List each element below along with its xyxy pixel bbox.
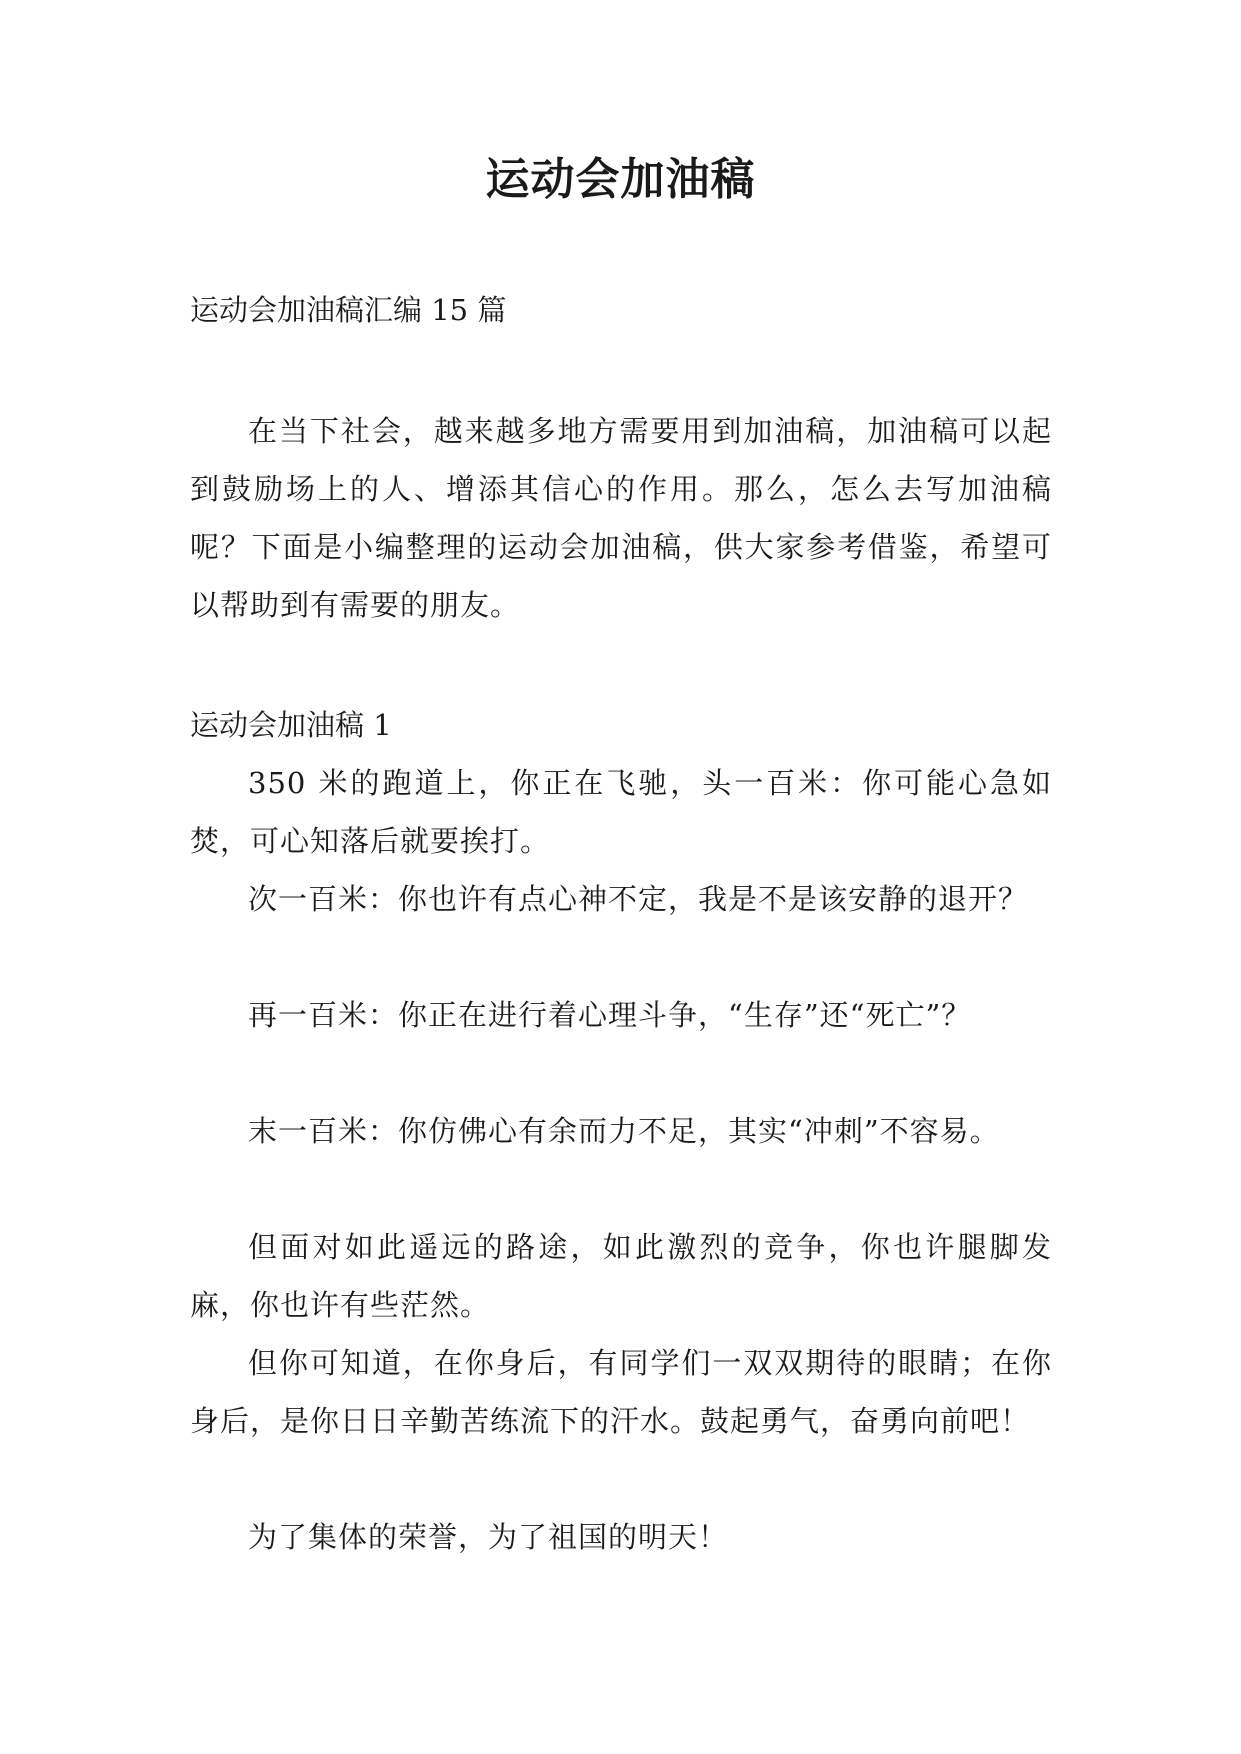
document-subtitle: 运动会加油稿汇编 15 篇	[190, 293, 507, 327]
document-title: 运动会加油稿	[485, 154, 756, 205]
body-paragraph: 次一百米：你也许有点心神不定，我是不是该安静的退开？	[248, 882, 1029, 916]
intro-paragraph: 在当下社会，越来越多地方需要用到加油稿，加油稿可以起到鼓励场上的人、增添其信心的作用。那么，怎么去写加油稿呢？下面是小编整理的运动会加油稿，供大家参考借鉴，希望可以帮助到有需要的朋友。	[190, 414, 1052, 622]
body-paragraph: 再一百米：你正在进行着心理斗争，“生存”还“死亡”？	[248, 998, 972, 1032]
body-paragraph: 末一百米：你仿佛心有余而力不足，其实“冲刺”不容易。	[248, 1114, 1000, 1148]
body-paragraph: 350 米的跑道上，你正在飞驰，头一百米：你可能心急如焚，可心知落后就要挨打。	[190, 766, 1052, 858]
section-heading: 运动会加油稿 1	[190, 708, 392, 742]
body-paragraph: 但你可知道，在你身后，有同学们一双双期待的眼睛；在你身后，是你日日辛勤苦练流下的汗水。鼓起勇气，奋勇向前吧！	[190, 1346, 1052, 1438]
body-paragraph: 但面对如此遥远的路途，如此激烈的竞争，你也许腿脚发麻，你也许有些茫然。	[190, 1230, 1052, 1322]
body-paragraph: 为了集体的荣誉，为了祖国的明天！	[248, 1520, 729, 1554]
